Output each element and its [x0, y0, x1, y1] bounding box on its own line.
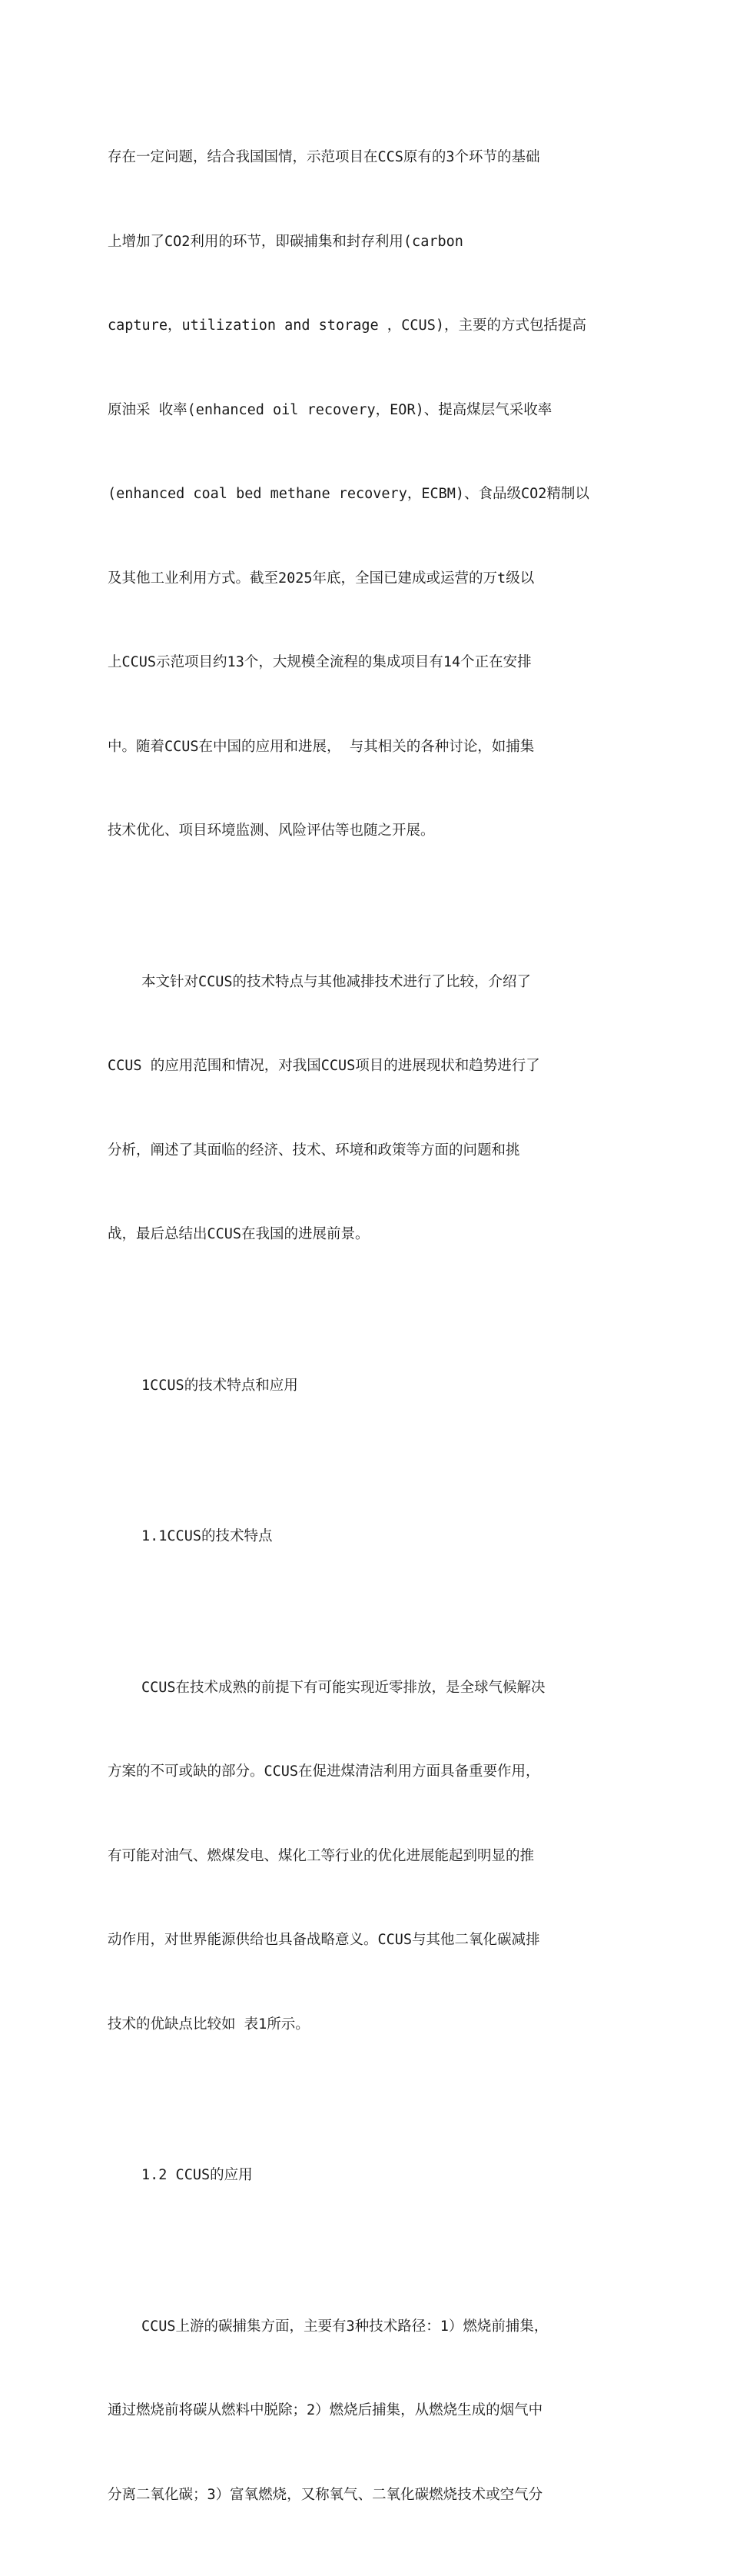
text-line: 原油采 收率(enhanced oil recovery，EOR)、提高煤层气采收率	[108, 401, 552, 418]
text-line: 存在一定问题，结合我国国情，示范项目在CCS原有的3个环节的基础	[108, 149, 540, 165]
document-body	[108, 88, 624, 2576]
text-line: 技术优化、项目环境监测、风险评估等也随之开展。	[108, 823, 435, 839]
text-line: 中。随着CCUS在中国的应用和进展， 与其相关的各种讨论，如捕集	[108, 738, 535, 755]
text-line: CCUS上游的碳捕集方面，主要有3种技术路径：1）燃烧前捕集，	[141, 2318, 549, 2335]
text-line: 及其他工业利用方式。截至2025年底，全国已建成或运营的万t级以	[108, 570, 535, 587]
text-line: 上增加了CO2利用的环节，即碳捕集和封存利用(carbon	[108, 233, 463, 250]
text-line: 通过燃烧前将碳从燃料中脱除；2）燃烧后捕集，从燃烧生成的烟气中	[108, 2402, 543, 2418]
paragraph-article-scope	[108, 912, 624, 1305]
text-line: (enhanced coal bed methane recovery，ECBM)、食品级CO2精制以	[108, 486, 589, 502]
text-line: 分析，阐述了其面临的经济、技术、环境和政策等方面的问题和挑	[108, 1142, 520, 1158]
text-line: 有可能对油气、燃煤发电、煤化工等行业的优化进展能起到明显的推	[108, 1847, 535, 1864]
text-line: 方案的不可或缺的部分。CCUS在促进煤清洁利用方面具备重要作用，	[108, 1763, 540, 1780]
heading-text: 1.2 CCUS的应用	[141, 2167, 253, 2183]
section-heading-1-2	[108, 2106, 624, 2246]
text-line: capture，utilization and storage ，CCUS)，主要的方式包括提高	[108, 317, 586, 334]
section-heading-1	[108, 1316, 624, 1457]
text-line: CCUS在技术成熟的前提下有可能实现近零排放，是全球气候解决	[141, 1679, 546, 1696]
paragraph-technical-features	[108, 1618, 624, 2096]
paragraph-carbon-capture	[108, 2257, 624, 2566]
text-line: 战，最后总结出CCUS在我国的进展前景。	[108, 1226, 370, 1242]
paragraph-ccus-intro	[108, 88, 624, 902]
text-line: 技术的优缺点比较如 表1所示。	[108, 2016, 310, 2033]
text-line: 上CCUS示范项目约13个，大规模全流程的集成项目有14个正在安排	[108, 654, 532, 670]
text-line: 分离二氧化碳；3）富氧燃烧，又称氧气、二氧化碳燃烧技术或空气分	[108, 2486, 543, 2503]
section-heading-1-1	[108, 1467, 624, 1607]
heading-text: 1CCUS的技术特点和应用	[141, 1377, 298, 1394]
text-line: 动作用，对世界能源供给也具备战略意义。CCUS与其他二氧化碳减排	[108, 1932, 540, 1948]
heading-text: 1.1CCUS的技术特点	[141, 1528, 273, 1544]
text-line: CCUS 的应用范围和情况，对我国CCUS项目的进展现状和趋势进行了	[108, 1058, 540, 1074]
text-line: 本文针对CCUS的技术特点与其他减排技术进行了比较，介绍了	[141, 973, 532, 990]
